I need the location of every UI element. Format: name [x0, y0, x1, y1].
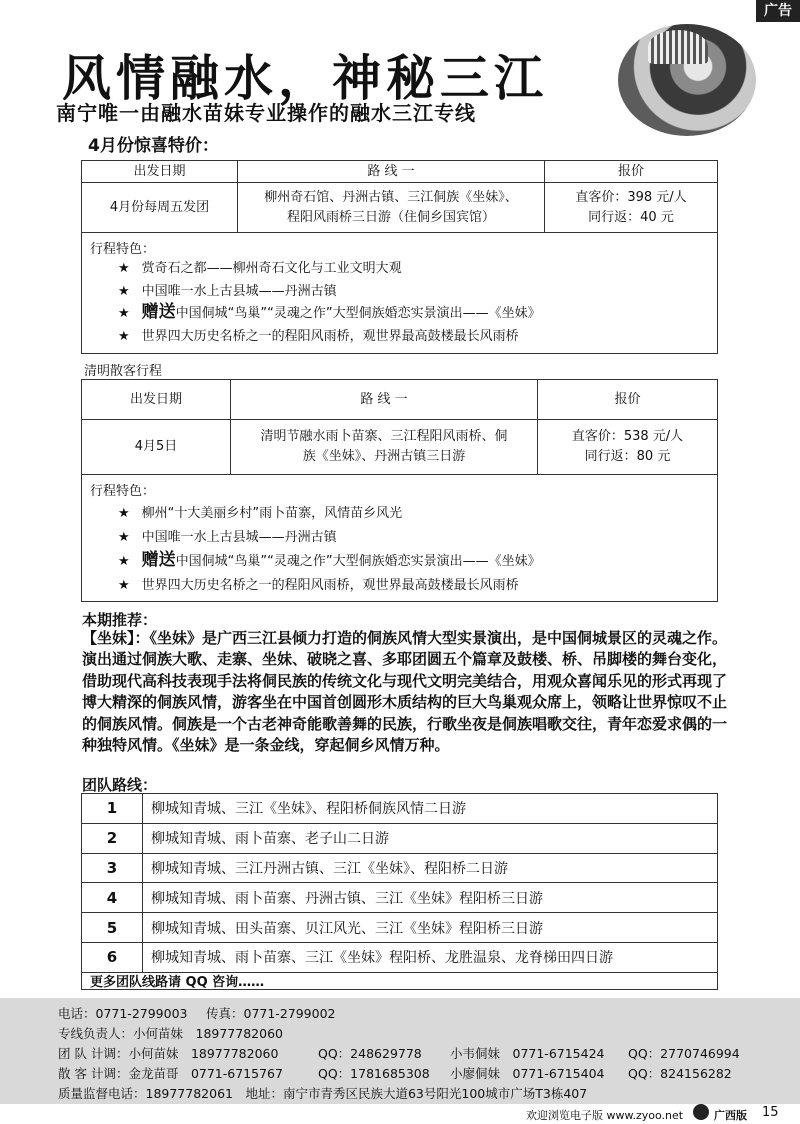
recommend-title: 本期推荐：	[82, 611, 158, 629]
contact-manager: 专线负责人：小何苗妹 18977782060	[58, 1026, 283, 1041]
route2-header-route: 路 线 一	[231, 380, 538, 420]
route-name: 柳城知青城、雨卜苗寨、老子山二日游	[143, 823, 718, 853]
route2-header-price: 报价	[538, 380, 718, 420]
route2-features-list	[118, 500, 541, 596]
star-icon: ★	[118, 283, 130, 299]
route2-price	[538, 420, 718, 475]
route1-header-price: 报价	[545, 161, 718, 183]
star-icon: ★	[118, 554, 130, 569]
route1-route-line: 柳州奇石馆、丹洲古镇、三江侗族《坐妹》、	[264, 189, 518, 205]
phone-number: 电话：0771-2799003	[58, 1006, 188, 1021]
table-row	[82, 853, 717, 883]
feature-item: ★ 中国唯一水上古县城——丹洲古镇	[118, 283, 337, 299]
star-icon: ★	[118, 578, 130, 593]
team-routes-title: 团队路线：	[82, 776, 158, 794]
footer-site: 欢迎浏览电子版 www.zyoo.net	[526, 1109, 684, 1122]
feature-item: ★ 世界四大历史名桥之一的程阳风雨桥，观世界最高鼓楼最长风雨桥	[118, 329, 519, 345]
route-name: 柳城知青城、三江丹洲古镇、三江《坐妹》、程阳桥二日游	[143, 853, 718, 883]
route2-features-title: 行程特色：	[90, 484, 156, 499]
route-name: 柳城知青城、雨卜苗寨、丹洲古镇、三江《坐妹》程阳桥三日游	[143, 883, 718, 913]
route2-date: 4月5日	[82, 420, 231, 475]
route2-header-date: 出发日期	[82, 380, 231, 420]
qingming-section-label: 清明散客行程	[84, 364, 163, 379]
star-icon: ★	[118, 306, 130, 322]
footer-brand: 广西版	[714, 1109, 747, 1122]
feature-item: ★ 赏奇石之都——柳州奇石文化与工业文明大观	[118, 261, 402, 276]
promo-title: 4月份惊喜特价：	[88, 136, 219, 156]
more-routes-note: 更多团队线路请 QQ 咨询……	[90, 975, 265, 990]
route1-header-route: 路 线 一	[238, 161, 545, 183]
route-number: 6	[82, 942, 143, 972]
route1-route-line: 程阳风雨桥三日游（住侗乡国宾馆）	[286, 209, 495, 225]
route2-route-line: 族《坐妹》、丹洲古镇三日游	[302, 449, 466, 464]
brand-logo-icon	[693, 1104, 709, 1120]
route-number: 4	[82, 883, 143, 913]
feature-item: ★ 赠送中国侗城“鸟巢”“灵魂之作”大型侗族婚恋实景演出——《坐妹》	[118, 550, 541, 570]
contact-panel: 电话：0771-2799003 传真：0771-2799002 专线负责人：小何苗妹 18977782060 团 队 计调：小何苗妹 18977782060 QQ：248629778 小韦侗妹 0771-6715424 QQ：2770746994 散 客 计调：金龙苗哥 0771-6715767 QQ：1781685308 小廖侗妹 0771-6715404 QQ：824156282 质量监督电话：18977782061 地址：南宁市青秀区民族大道63号阳光100城市广场T3栋407	[0, 998, 800, 1104]
feature-item: ★ 世界四大历史名桥之一的程阳风雨桥，观世界最高鼓楼最长风雨桥	[118, 578, 519, 593]
route1-price	[545, 183, 718, 233]
route-number: 2	[82, 823, 143, 853]
route-number: 3	[82, 853, 143, 883]
feature-item: ★ 赠送中国侗城“鸟巢”“灵魂之作”大型侗族婚恋实景演出——《坐妹》	[118, 302, 541, 323]
table-row	[82, 823, 717, 853]
route-name: 柳城知青城、三江《坐妹》、程阳桥侗族风情二日游	[143, 794, 718, 823]
silver-headdress-image	[648, 30, 708, 64]
route1-features-title: 行程特色：	[90, 242, 156, 257]
route1-route	[238, 183, 545, 233]
route2-retail-price: 直客价：538 元/人	[571, 429, 684, 444]
ad-tag: 广告	[756, 0, 800, 22]
route1-features-box	[81, 232, 718, 354]
route1-date: 4月份每周五发团	[82, 183, 238, 233]
team-routes-box	[81, 793, 718, 990]
star-icon: ★	[118, 506, 130, 521]
page-number: 15	[762, 1105, 779, 1120]
route1-features-list	[118, 256, 541, 347]
route1-table	[81, 160, 718, 233]
route-number: 1	[82, 794, 143, 823]
table-row	[82, 942, 717, 972]
route-name: 柳城知青城、雨卜苗寨、三江《坐妹》程阳桥、龙胜温泉、龙脊梯田四日游	[143, 942, 718, 972]
route2-route-line: 清明节融水雨卜苗寨、三江程阳风雨桥、侗	[260, 429, 508, 444]
star-icon: ★	[118, 329, 130, 345]
team-routes-table	[82, 794, 717, 973]
page-subtitle: 南宁唯一由融水苗妹专业操作的融水三江专线	[56, 101, 476, 125]
table-row	[82, 913, 717, 943]
table-row	[82, 883, 717, 913]
route1-retail-price: 直客价：398 元/人	[575, 189, 687, 205]
feature-item: ★ 柳州“十大美丽乡村”雨卜苗寨，风情苗乡风光	[118, 506, 403, 521]
route2-route	[231, 420, 538, 475]
route2-agent-rebate: 同行返：80 元	[584, 449, 671, 464]
route1-agent-rebate: 同行返：40 元	[588, 209, 674, 225]
route2-table	[81, 379, 718, 475]
route-name: 柳城知青城、田头苗寨、贝江风光、三江《坐妹》程阳桥三日游	[143, 913, 718, 943]
fax-number: 传真：0771-2799002	[206, 1006, 336, 1021]
contact-quality: 质量监督电话：18977782061 地址：南宁市青秀区民族大道63号阳光100城市广场T3栋407	[58, 1086, 588, 1101]
route-number: 5	[82, 913, 143, 943]
route2-features-box	[81, 474, 718, 602]
recommend-text: 【坐妹】：《坐妹》是广西三江县倾力打造的侗族风情大型实景演出，是中国侗城景区的灵魂之作。演出通过侗族大歌、走寨、坐妹、破晓之喜、多耶团圆五个篇章及鼓楼、桥、吊脚楼的舞台变化，借助现代高科技表现手法将侗民族的传统文化与现代文明完美结合，用观众喜闻乐见的形式再现了博大精深的侗族风情，游客坐在中国首创圆形木质结构的巨大鸟巢观众席上，领略让世界惊叹不止的侗族风情。侗族是一个古老神奇能歌善舞的民族，行歌坐夜是侗族唱歌交往，青年恋爱求偶的一种独特风情。《坐妹》是一条金线，穿起侗乡风情万种。	[82, 629, 728, 755]
star-icon: ★	[118, 530, 130, 545]
route1-header-date: 出发日期	[82, 161, 238, 183]
table-row	[82, 794, 717, 823]
feature-item: ★ 中国唯一水上古县城——丹洲古镇	[118, 530, 337, 545]
star-icon: ★	[118, 261, 130, 276]
page-title: 风情融水，神秘三江	[62, 50, 549, 107]
